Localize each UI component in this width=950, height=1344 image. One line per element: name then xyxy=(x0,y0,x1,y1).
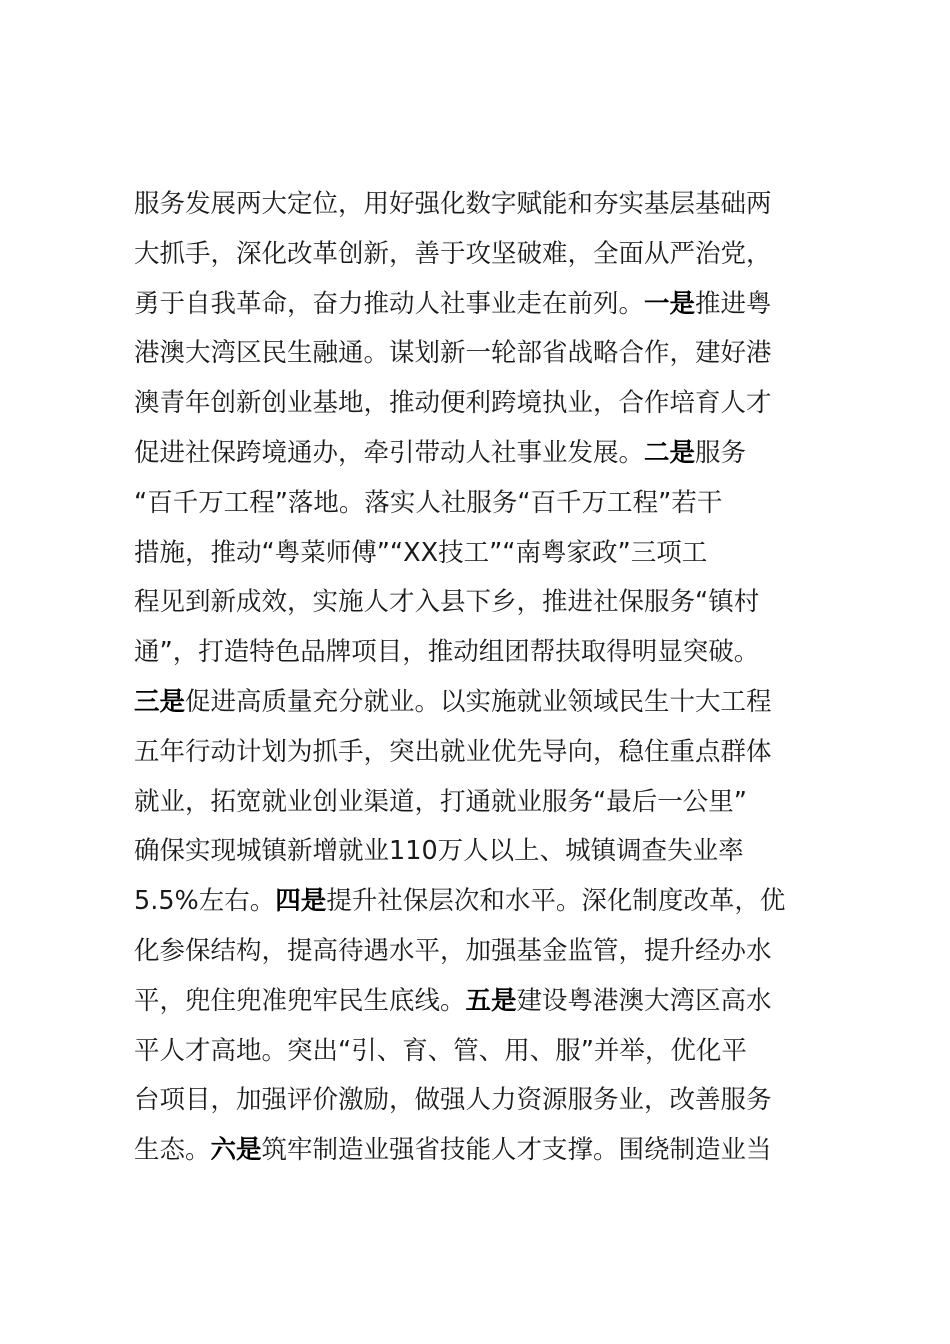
text-segment: “百千万工程”落地。落实人社服务“百千万工程”若干 xyxy=(134,487,723,518)
text-segment: 平，兜住兜准兜牢民生底线。 xyxy=(134,985,466,1016)
text-line xyxy=(134,728,854,778)
text-line xyxy=(134,778,854,828)
text-segment: 促进社保跨境通办，牵引带动人社事业发展。 xyxy=(134,437,645,468)
text-line xyxy=(134,578,854,628)
ordinal-heading: 五是 xyxy=(465,985,517,1016)
text-segment: 生态。 xyxy=(134,1135,211,1166)
text-line xyxy=(134,379,854,429)
text-segment: 服务 xyxy=(695,437,747,468)
text-segment: 措施，推动“粤菜师傅”“XX技工”“南粤家政”三项工 xyxy=(134,537,708,568)
body-text xyxy=(134,180,854,1176)
text-line xyxy=(134,1126,854,1176)
text-line xyxy=(134,877,854,927)
text-segment: 推进粤 xyxy=(695,288,772,319)
text-line xyxy=(134,479,854,529)
text-segment: 促进高质量充分就业。以实施就业领域民生十大工程 xyxy=(185,686,772,717)
text-line xyxy=(134,429,854,479)
ordinal-heading: 一是 xyxy=(644,288,696,319)
text-segment: 大抓手，深化改革创新，善于攻坚破难，全面从严治党， xyxy=(134,238,772,269)
text-segment: 五年行动计划为抓手，突出就业优先导向，稳住重点群体 xyxy=(134,736,772,767)
text-segment: 筑牢制造业强省技能人才支撑。围绕制造业当 xyxy=(261,1135,772,1166)
text-line xyxy=(134,1076,854,1126)
text-segment: 通”，打造特色品牌项目，推动组团帮扶取得明显突破。 xyxy=(134,637,760,668)
text-segment: 澳青年创新创业基地，推动便利跨境执业，合作培育人才 xyxy=(134,388,772,419)
text-segment: 勇于自我革命，奋力推动人社事业走在前列。 xyxy=(134,288,645,319)
text-segment: 确保实现城镇新增就业110万人以上、城镇调查失业率 xyxy=(134,836,744,867)
text-line xyxy=(134,977,854,1027)
text-line xyxy=(134,1027,854,1077)
text-segment: 建设粤港澳大湾区高水 xyxy=(516,985,772,1016)
text-line xyxy=(134,230,854,280)
text-segment: 提升社保层次和水平。深化制度改革，优 xyxy=(326,886,786,917)
text-segment: 5.5%左右。 xyxy=(134,886,276,917)
text-line xyxy=(134,678,854,728)
text-segment: 程见到新成效，实施人才入县下乡，推进社保服务“镇村 xyxy=(134,587,760,618)
text-line xyxy=(134,827,854,877)
text-line xyxy=(134,329,854,379)
ordinal-heading: 四是 xyxy=(275,886,327,917)
text-segment: 化参保结构，提高待遇水平，加强基金监管，提升经办水 xyxy=(134,935,772,966)
text-segment: 港澳大湾区民生融通。谋划新一轮部省战略合作，建好港 xyxy=(134,338,772,369)
text-line xyxy=(134,628,854,678)
text-line xyxy=(134,529,854,579)
ordinal-heading: 三是 xyxy=(134,686,186,717)
text-segment: 平人才高地。突出“引、育、管、用、服”并举，优化平 xyxy=(134,1035,747,1066)
text-line xyxy=(134,180,854,230)
ordinal-heading: 六是 xyxy=(210,1135,262,1166)
text-segment: 就业，拓宽就业创业渠道，打通就业服务“最后一公里” xyxy=(134,786,747,817)
text-segment: 台项目，加强评价激励，做强人力资源服务业，改善服务 xyxy=(134,1085,772,1116)
ordinal-heading: 二是 xyxy=(644,437,696,468)
text-line xyxy=(134,927,854,977)
text-line xyxy=(134,280,854,330)
text-segment: 服务发展两大定位，用好强化数字赋能和夯实基层基础两 xyxy=(134,189,772,219)
